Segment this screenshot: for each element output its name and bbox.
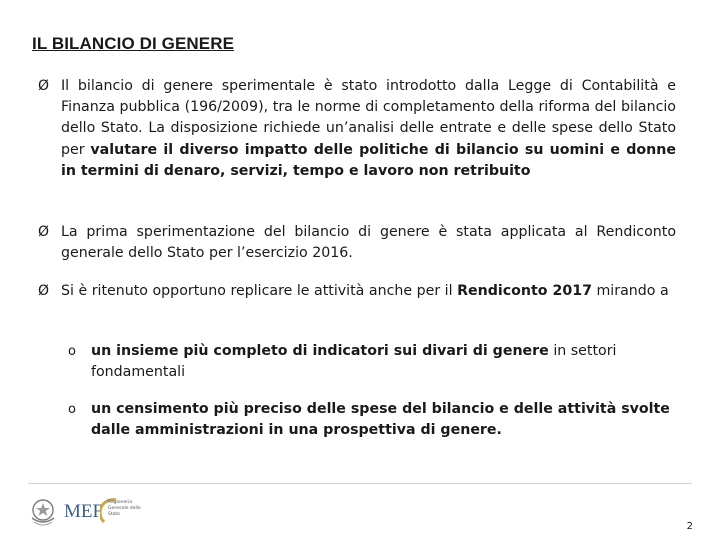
- italian-republic-emblem-icon: [28, 496, 58, 528]
- bullet-item-first-trial: [38, 222, 676, 264]
- footer-divider: [28, 483, 692, 484]
- sub-item-bold-text: un insieme più completo di indicatori sui divari di genere: [91, 343, 549, 359]
- page-number: 2: [686, 521, 693, 532]
- mef-logo-text: MEF: [64, 501, 104, 522]
- bullet-item-introduction: [38, 76, 676, 182]
- circle-bullet-icon: o: [68, 344, 76, 359]
- sub-item-text: in settori fondamentali: [91, 343, 617, 381]
- bullet-text: La prima sperimentazione del bilancio di genere è stata applicata al Rendiconto generale dello Stato per l’esercizio 2016.: [61, 224, 676, 262]
- arrow-bullet-icon: Ø: [38, 283, 50, 299]
- sub-item-census: [68, 399, 680, 441]
- bullet-item-replication: [38, 281, 676, 302]
- bullet-text: Si è ritenuto opportuno replicare le attività anche per il: [61, 283, 458, 299]
- page-title: IL BILANCIO DI GENERE: [32, 34, 235, 53]
- arrow-bullet-icon: Ø: [38, 224, 50, 240]
- arrow-bullet-icon: Ø: [38, 78, 50, 94]
- mef-logo-subtitle: Ragioneria Generale dello Stato: [108, 500, 141, 517]
- bullet-text: Il bilancio di genere sperimentale è stato introdotto dalla Legge di Contabilità e Finanza pubblica (196/2009), tra le norme di completamento della riforma del bilancio dello Stato. La disposizione richiede un’analisi delle entrate e delle spese dello Stato per: [61, 78, 676, 158]
- bullet-text-end: mirando a: [591, 283, 669, 299]
- sub-item-bold-text: un censimento più preciso delle spese del bilancio e delle attività svolte dalle amministrazioni in una prospettiva di genere.: [91, 401, 670, 439]
- circle-bullet-icon: o: [68, 402, 76, 417]
- sub-item-indicators: [68, 341, 680, 383]
- bullet-bold-text: Rendiconto 2017: [457, 283, 592, 299]
- bullet-bold-text: valutare il diverso impatto delle politiche di bilancio su uomini e donne in termini di denaro, servizi, tempo e lavoro non retribuito: [61, 141, 677, 179]
